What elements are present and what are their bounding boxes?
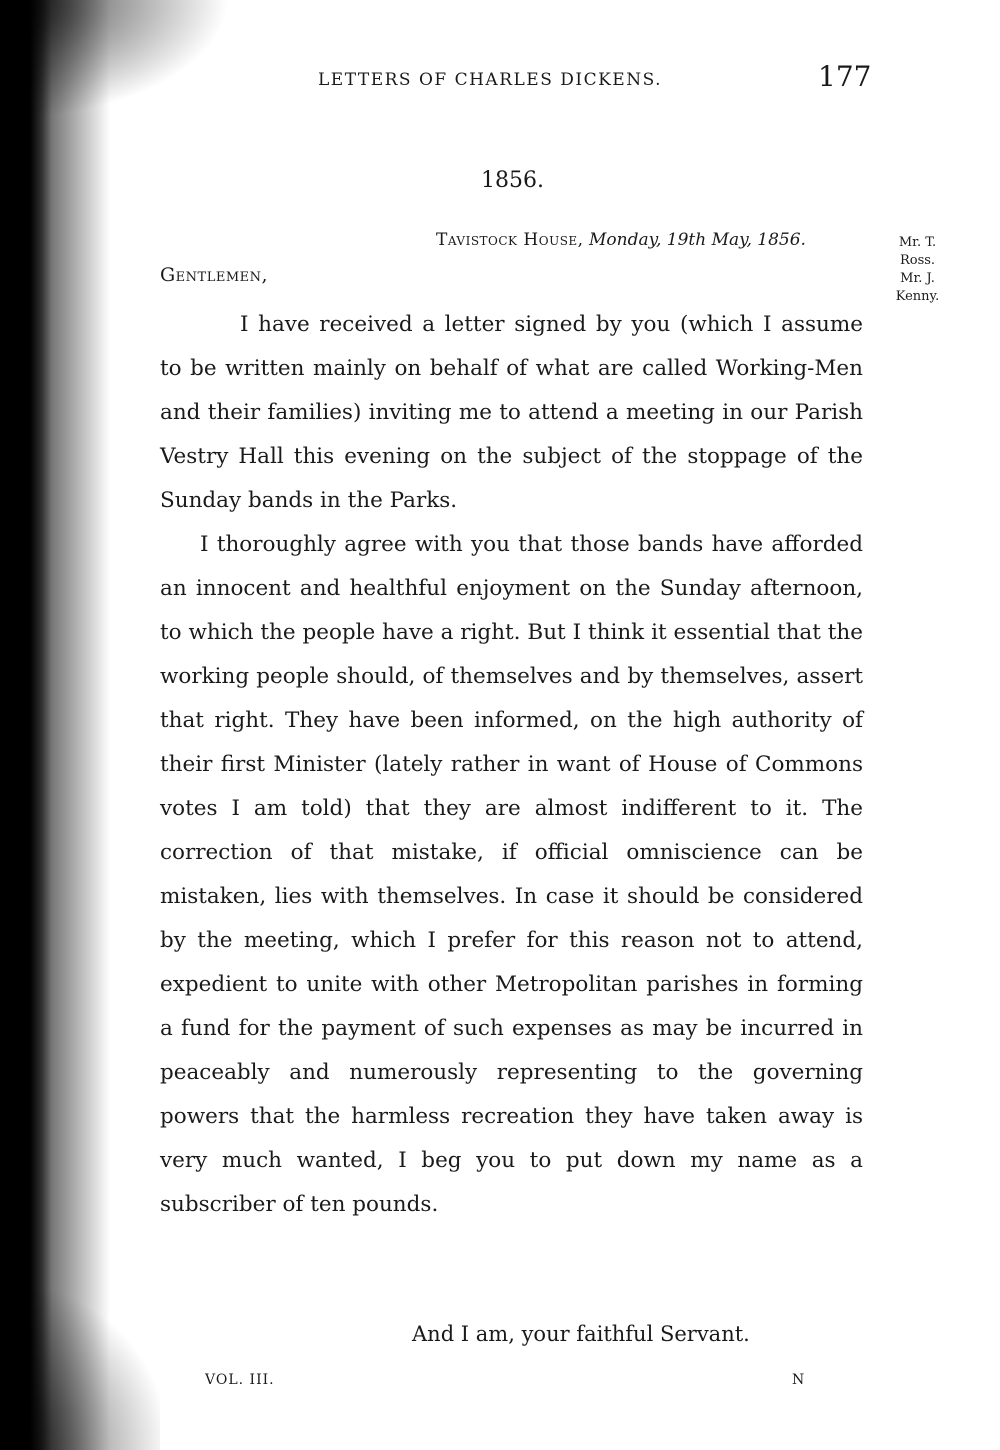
dateline — [436, 230, 806, 250]
volume-label: VOL. III. — [205, 1372, 275, 1388]
paragraph: I thoroughly agree with you that those bands have afforded an innocent and healthful enjoyment on the Sunday afternoon, to which the people have a right. But I think it essential that the working people should, of themselves and by themselves, assert that right. They have been informed, on the high authority of their first Minister (lately rather in want of House of Commons votes I am told) that they are almost indifferent to it. The correction of that mistake, if official omniscience can be mistaken, lies with themselves. In case it should be considered by the meeting, which I prefer for this reason not to attend, expedient to unite with other Metropolitan parishes in forming a fund for the payment of such expenses as may be incurred in peaceably and numerously representing to the governing powers that the harmless recreation they have taken away is very much wanted, I beg you to put down my name as a subscriber of ten pounds. — [160, 532, 863, 1217]
closing: And I am, your faithful Servant. — [412, 1322, 750, 1346]
marginal-note-line: Mr. J. — [900, 271, 935, 286]
marginal-note-line: Ross. — [899, 253, 936, 268]
signature-mark: N — [792, 1372, 805, 1388]
running-title: LETTERS OF CHARLES DICKENS. — [318, 70, 663, 90]
paragraph: I have received a letter signed by you (which I assume to be written mainly on behalf of what are called Working-Men and their families) inviting me to attend a meeting in our Parish Vestry Hall this evening on the subject of the stoppage of the Sunday bands in the Parks. — [160, 312, 863, 513]
binding-shadow-top — [0, 0, 230, 120]
binding-shadow-bottom — [0, 1290, 160, 1450]
letter-body — [160, 303, 863, 1227]
dateline-date: Monday, 19th May, 1856. — [589, 230, 806, 250]
marginal-note-line: Kenny. — [895, 289, 940, 304]
binding-shadow — [0, 0, 130, 1450]
marginal-note — [880, 234, 955, 306]
salutation: Gentlemen, — [160, 264, 269, 286]
dateline-place: Tavistock House, — [436, 230, 584, 250]
page-number: 177 — [818, 60, 872, 93]
year-heading: 1856. — [481, 168, 544, 193]
marginal-note-line: Mr. T. — [898, 235, 937, 250]
